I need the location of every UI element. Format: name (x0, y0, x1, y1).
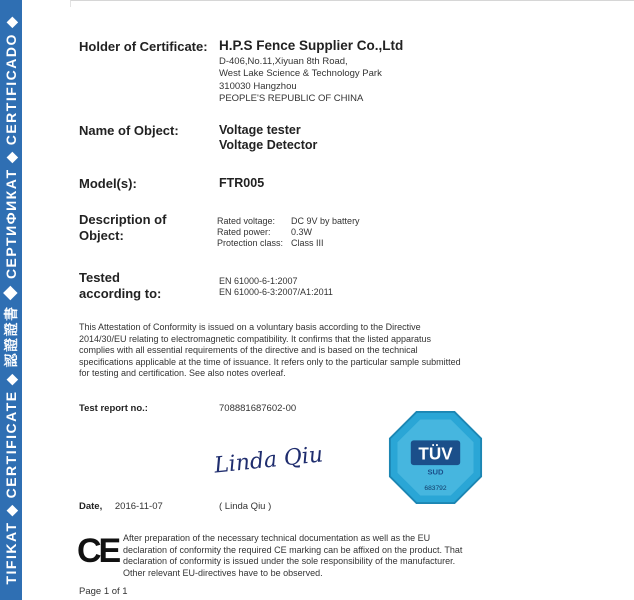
attestation-line: specifications applicable at the time of issuance. It refers only to the particular sample submitted (79, 356, 461, 367)
date-label: Date, (79, 501, 103, 512)
holder-address (219, 56, 382, 105)
attestation-line: for testing and certification. See also notes overleaf. (79, 368, 286, 378)
description-row (217, 227, 368, 238)
ce-line: After preparation of the necessary technical documentation as well as the EU (123, 533, 431, 543)
address-line: West Lake Science & Technology Park (219, 68, 382, 79)
description-key: Rated voltage: (217, 216, 276, 226)
attestation-paragraph (79, 322, 549, 380)
date-row (79, 501, 163, 512)
address-line: 310030 Hangzhou (219, 81, 297, 92)
address-line: D-406,No.11,Xiyuan 8th Road, (219, 56, 348, 67)
models-label: Model(s): (79, 176, 137, 191)
tested-label (79, 270, 161, 302)
tested-label-line: according to: (79, 286, 162, 301)
standard-item: EN 61000-6-1:2007 (219, 276, 298, 286)
description-key: Protection class: (217, 238, 284, 248)
object-name: Voltage tester (219, 123, 301, 137)
standards-list (219, 276, 333, 298)
ce-mark-icon: CE (77, 532, 119, 570)
attestation-line: This Attestation of Conformity is issued on a voluntary basis according to the Directive (79, 322, 421, 332)
page-number: Page 1 of 1 (79, 586, 128, 597)
description-value: Class III (291, 238, 324, 248)
certificate-side-band (0, 0, 22, 600)
ce-paragraph (123, 533, 593, 579)
description-label-line: Description of (79, 212, 167, 227)
signatory-name: ( Linda Qiu ) (219, 501, 272, 512)
address-line: PEOPLE'S REPUBLIC OF CHINA (219, 93, 364, 104)
ce-line: declaration of conformity the required CE marking can be affixed on the product. That (123, 544, 463, 555)
description-row (217, 238, 368, 249)
description-table (217, 216, 368, 249)
attestation-line: 2014/30/EU relating to electromagnetic compatibility. It confirms that the listed apparatus (79, 333, 432, 344)
object-names (219, 123, 317, 153)
ce-line: Other relevant EU-directives have to be observed. (123, 567, 323, 578)
object-name: Voltage Detector (219, 138, 318, 152)
tuv-mark-sub: SUD (427, 467, 444, 477)
description-value: 0.3W (291, 227, 313, 237)
description-label (79, 212, 166, 244)
test-report-number: 708881687602-00 (219, 403, 297, 414)
object-label: Name of Object: (79, 123, 179, 138)
description-key: Rated power: (217, 227, 271, 237)
tuv-sud-mark-icon (388, 410, 483, 505)
date-value: 2016-11-07 (114, 501, 163, 512)
tuv-mark-number: 683792 (424, 484, 447, 492)
ce-line: declaration of conformity is issued under the sole responsibility of the manufacturer. (123, 556, 456, 566)
test-report-label: Test report no.: (79, 403, 148, 414)
tested-label-line: Tested (79, 270, 120, 285)
holder-label: Holder of Certificate: (79, 39, 208, 54)
holder-name: H.P.S Fence Supplier Co.,Ltd (219, 38, 404, 53)
attestation-line: complies with all essential requirements of the directive and is based on the technical (79, 345, 418, 355)
description-label-line: Object: (79, 228, 124, 243)
standard-item: EN 61000-6-3:2007/A1:2011 (219, 287, 333, 297)
tuv-mark-text: TÜV (418, 444, 453, 464)
model-value: FTR005 (219, 176, 265, 190)
signature: Linda Qiu (212, 442, 325, 479)
description-value: DC 9V by battery (291, 216, 360, 226)
description-row (217, 216, 368, 227)
side-band-text: TIFIKAT ◆ CERTIFICATE ◆ 認證證書 ◆ СЕРТИФИКАТ ◆ CERTIFICADO ◆ (3, 15, 19, 585)
top-border-line (70, 0, 634, 7)
